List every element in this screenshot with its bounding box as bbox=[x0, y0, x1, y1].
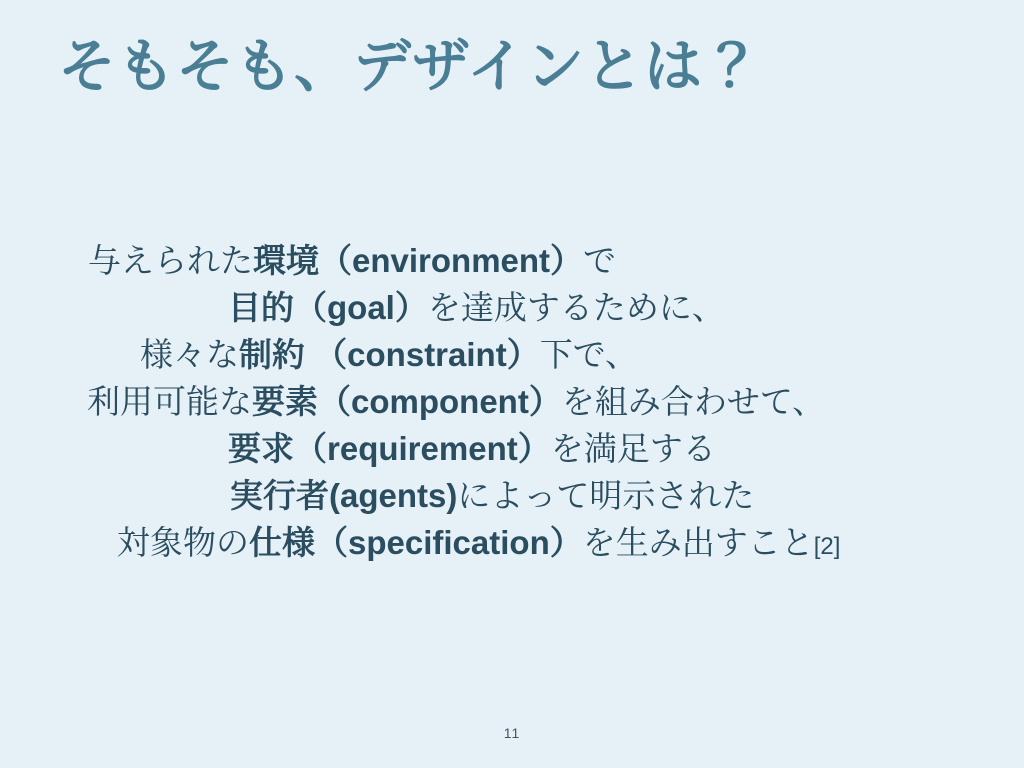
body-line-agents bbox=[230, 472, 1024, 519]
line-keyword: 環境（environment） bbox=[253, 242, 584, 279]
body-line-requirement bbox=[228, 425, 1024, 472]
line-pre: 与えられた bbox=[88, 242, 253, 279]
line-post: 下で、 bbox=[539, 336, 639, 373]
line-keyword: 実行者(agents) bbox=[230, 477, 458, 514]
line-keyword: 要素（component） bbox=[252, 383, 562, 420]
body-line-goal bbox=[228, 284, 1024, 331]
page-number: 11 bbox=[503, 725, 521, 741]
definition-body bbox=[0, 237, 1024, 570]
citation-ref: [2] bbox=[813, 533, 841, 560]
line-keyword: 制約 （constraint） bbox=[239, 336, 540, 373]
line-post: を満足する bbox=[550, 430, 716, 467]
body-line-specification bbox=[117, 519, 1024, 570]
line-pre: 様々な bbox=[140, 336, 239, 373]
body-line-component bbox=[87, 378, 1024, 425]
line-keyword: 目的（goal） bbox=[228, 289, 428, 326]
line-keyword: 要求（requirement） bbox=[228, 430, 551, 467]
line-post: を達成するために、 bbox=[427, 289, 725, 326]
body-line-constraint bbox=[140, 331, 1024, 378]
line-post: によって明示された bbox=[457, 477, 755, 514]
line-post: を生み出すこと bbox=[582, 524, 814, 561]
slide-title: そもそも、デザインとは？ bbox=[58, 34, 762, 99]
line-keyword: 仕様（specification） bbox=[249, 524, 583, 561]
line-pre: 利用可能な bbox=[87, 383, 252, 420]
line-post: で bbox=[583, 242, 617, 279]
body-line-environment bbox=[88, 237, 1024, 284]
line-pre: 対象物の bbox=[117, 524, 249, 561]
line-post: を組み合わせて、 bbox=[561, 383, 826, 420]
